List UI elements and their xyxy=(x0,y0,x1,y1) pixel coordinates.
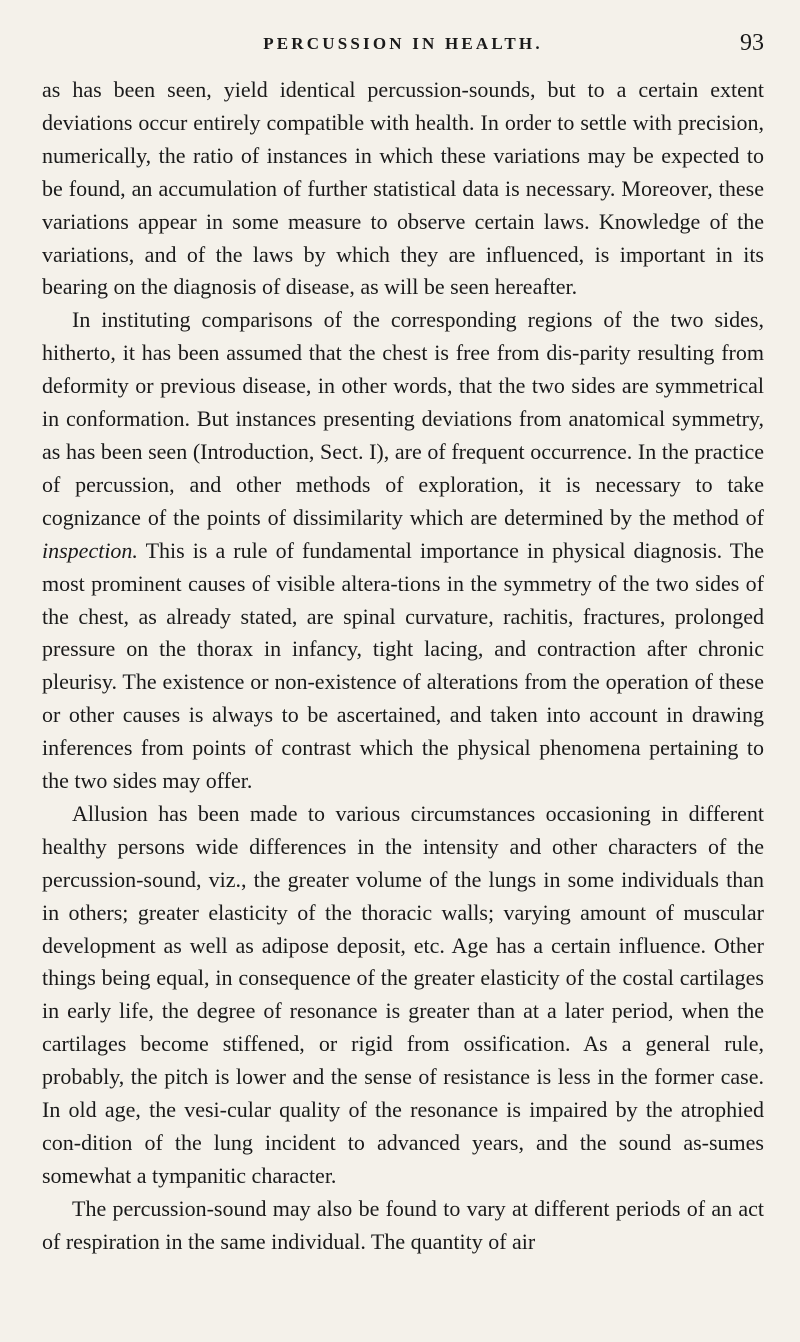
body-text xyxy=(42,74,764,1259)
emphasis-inspection: inspection. xyxy=(42,537,138,563)
paragraph-3: Allusion has been made to various circumstances occasioning in different healthy persons wide differences in the intensity and other characters of the percussion-sound, viz., the greater volume of the lungs in some individuals than in others; greater elasticity of the thoracic walls; varying amount of muscular development as well as adipose deposit, etc. Age has a certain influence. Other things being equal, in consequence of the greater elasticity of the costal cartilages in early life, the degree of resonance is greater than at a later period, when the cartilages become stiffened, or rigid from ossification. As a general rule, probably, the pitch is lower and the sense of resistance is less in the former case. In old age, the vesi-cular quality of the resonance is impaired by the atrophied con-dition of the lung incident to advanced years, and the sound as-sumes somewhat a tympanitic character. xyxy=(42,800,764,1188)
paragraph-4: The percussion-sound may also be found to vary at different periods of an act of respiration in the same individual. The quantity of air xyxy=(42,1195,764,1254)
paragraph-2-part-1: In instituting comparisons of the corresponding regions of the two sides, hitherto, it has been assumed that the chest is free from dis-parity resulting from deformity or previous disease, in other words, that the two sides are symmetrical in conformation. But instances presenting deviations from anatomical symmetry, as has been seen (Introduction, Sect. I), are of frequent occurrence. In the practice of percussion, and other methods of exploration, it is necessary to take cognizance of the points of dissimilarity which are determined by the method of xyxy=(42,307,764,530)
page-number: 93 xyxy=(740,30,764,56)
running-title: PERCUSSION IN HEALTH. xyxy=(263,34,543,53)
paragraph-1: as has been seen, yield identical percussion-sounds, but to a certain extent deviations occur entirely compatible with health. In order to settle with precision, numerically, the ratio of instances in which these variations may be expected to be found, an accumulation of further statistical data is necessary. Moreover, these variations appear in some measure to observe certain laws. Knowledge of the variations, and of the laws by which they are influenced, is important in its bearing on the diagnosis of disease, as will be seen hereafter. xyxy=(42,77,764,300)
paragraph-2 xyxy=(42,304,764,798)
running-head xyxy=(42,30,764,74)
paragraph-2-part-2: This is a rule of fundamental importance in physical diagnosis. The most prominent causes of visible altera-tions in the symmetry of the two sides of the chest, as already stated, are spinal curvature, rachitis, fractures, prolonged pressure on the thorax in infancy, tight lacing, and contraction after chronic pleurisy. The existence or non-existence of alterations from the operation of these or other causes is always to be ascertained, and taken into account in drawing inferences from points of contrast which the physical phenomena pertaining to the two sides may offer. xyxy=(42,537,764,794)
